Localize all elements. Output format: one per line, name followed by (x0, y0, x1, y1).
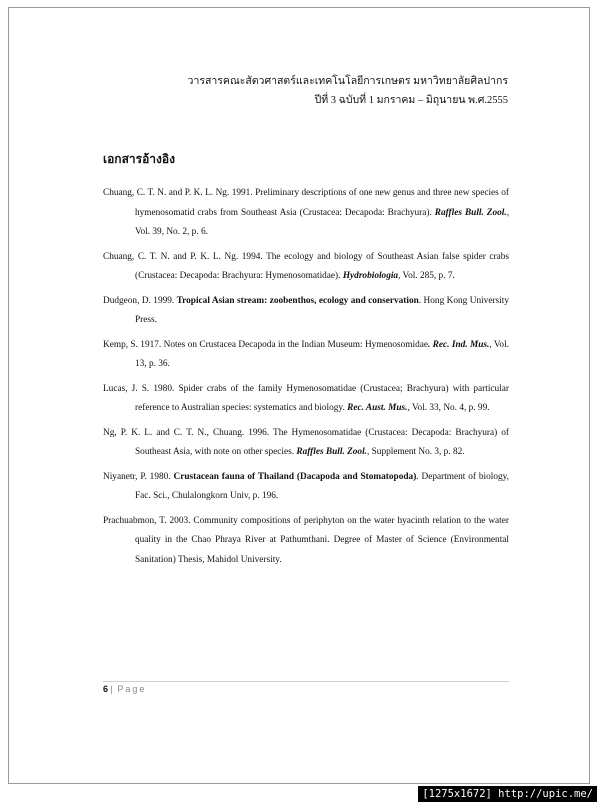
reference-post: , Vol. 285, p. 7. (398, 271, 455, 281)
reference-item (103, 512, 509, 571)
reference-post: . Department of biology, Fac. Sci., Chulalongkorn Univ, p. 196. (135, 471, 509, 501)
reference-post: , Supplement No. 3, p. 82. (366, 447, 465, 457)
reference-pre: Chuang, C. T. N. and P. K. L. Ng. 1991. Preliminary descriptions of one new genus and three new species of hymenosomatid crabs from Southeast Asia (Crustacea: Decapoda: Brachyura). (103, 188, 509, 218)
reference-pre: Prachuabmon, T. 2003. Community compositions of periphyton on the water hyacinth relation to the water quality in the Chao Phraya River at Pathumthani. Degree of Master of Science (Environmental Sanitation) Thesis, Mahidol University. (103, 515, 509, 565)
reference-item (103, 468, 509, 507)
reference-post: , Vol. 33, No. 4, p. 99. (407, 403, 490, 413)
reference-item (103, 380, 509, 419)
reference-pre: Niyanetr, P. 1980. (103, 471, 174, 482)
reference-em: . Rec. Ind. Mus. (427, 339, 490, 350)
reference-item (103, 424, 509, 463)
reference-item (103, 336, 509, 375)
reference-em: Raffles Bull. Zool. (434, 207, 507, 218)
reference-bold: Crustacean fauna of Thailand (Dacapoda and Stomatopoda) (173, 471, 417, 482)
watermark-stamp: [1275x1672] http://upic.me/ (418, 786, 597, 802)
reference-em: Raffles Bull. Zool. (296, 447, 367, 457)
reference-pre: Kemp, S. 1917. Notes on Crustacea Decapoda in the Indian Museum: Hymenosomidae (103, 339, 428, 350)
reference-post: . Hong Kong University Press. (135, 295, 509, 325)
references-heading: เอกสารอ้างอิง (103, 152, 175, 166)
page-footer (103, 684, 146, 694)
journal-title: วารสารคณะสัตวศาสตร์และเทคโนโลยีการเกษตร มหาวิทยาลัยศิลปากร (187, 76, 508, 87)
reference-list (103, 184, 509, 575)
reference-em: Rec. Aust. Mus. (347, 403, 408, 413)
reference-item (103, 292, 509, 331)
reference-bold: Tropical Asian stream: zoobenthos, ecology and conservation (176, 295, 419, 306)
reference-pre: Chuang, C. T. N. and P. K. L. Ng. 1994. The ecology and biology of Southeast Asian false spider crabs (Crustacea: Decapoda: Brachyura: Hymenosomatidae). (103, 251, 509, 281)
reference-post: , Vol. 39, No. 2, p. 6. (135, 207, 510, 237)
page-separator: | (110, 684, 115, 694)
reference-item (103, 184, 509, 243)
reference-post: , Vol. 13, p. 36. (135, 339, 509, 369)
reference-em: Hydrobiologia (342, 271, 399, 281)
journal-header (188, 72, 508, 110)
reference-item (103, 248, 509, 287)
reference-pre: Ng, P. K. L. and C. T. N., Chuang. 1996. The Hymenosomatidae (Crustacea: Decapoda: Brachyura) of Southeast Asia, with note on other species. (103, 427, 509, 457)
journal-issue: ปีที่ 3 ฉบับที่ 1 มกราคม – มิถุนายน พ.ศ.2555 (314, 95, 508, 106)
page-label: Page (117, 684, 147, 694)
footer-divider (103, 681, 509, 682)
page-number: 6 (103, 684, 109, 694)
reference-pre: Dudgeon, D. 1999. (103, 295, 177, 306)
reference-pre: Lucas, J. S. 1980. Spider crabs of the family Hymenosomatidae (Crustacea; Brachyura) with particular reference to Australian species: systematics and biology. (103, 383, 509, 413)
